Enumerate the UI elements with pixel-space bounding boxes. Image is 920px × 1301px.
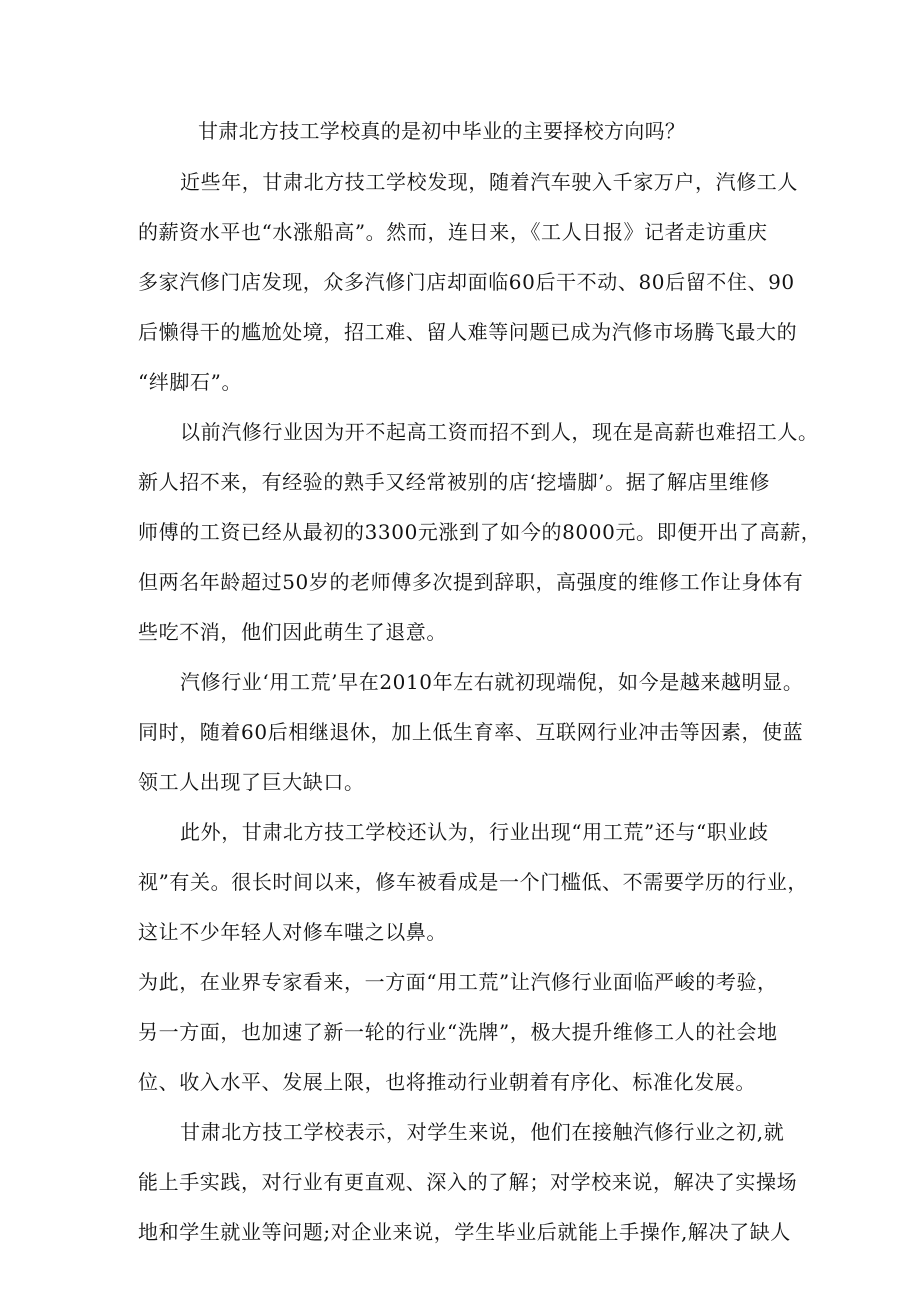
paragraph-line: 地和学生就业等问题;对企业来说，学生毕业后就能上手操作,解决了缺人 [138,1220,791,1244]
paragraph-line: 为此，在业界专家看来，一方面“用工荒”让汽修行业面临严峻的考验， [138,970,778,994]
paragraph-line: 些吃不消，他们因此萌生了退意。 [138,620,447,644]
paragraph-line: 领工人出现了巨大缺口。 [138,770,365,794]
paragraph-line: 多家汽修门店发现，众多汽修门店却面临60后干不动、80后留不住、90 [138,270,795,294]
paragraph-line: 同时，随着60后相继退休，加上低生育率、互联网行业冲击等因素，使蓝 [138,720,804,744]
paragraph-line: “绊脚石”。 [138,370,243,394]
paragraph-line: 新人招不来，有经验的熟手又经常被别的店‘挖墙脚’。据了解店里维修 [138,470,770,494]
paragraph-line: 汽修行业‘用工荒’早在2010年左右就初现端倪，如今是越来越明显。 [180,670,804,694]
paragraph-line: 甘肃北方技工学校表示，对学生来说，他们在接触汽修行业之初,就 [180,1120,785,1144]
paragraph-line: 另一方面，也加速了新一轮的行业“洗牌”，极大提升维修工人的社会地 [138,1020,778,1044]
paragraph-line: 此外，甘肃北方技工学校还认为，行业出现“用工荒”还与“职业歧 [180,820,769,844]
paragraph-line: 但两名年龄超过50岁的老师傅多次提到辞职，高强度的维修工作让身体有 [138,570,804,594]
paragraph-line: 后懒得干的尴尬处境，招工难、留人难等问题已成为汽修市场腾飞最大的 [138,320,798,344]
paragraph-line: 位、收入水平、发展上限，也将推动行业朝着有序化、标准化发展。 [138,1070,756,1094]
paragraph-line: 师傅的工资已经从最初的3300元涨到了如今的8000元。即便开出了高薪， [138,520,822,544]
paragraph-line: 视”有关。很长时间以来，修车被看成是一个门槛低、不需要学历的行业， [138,870,809,894]
paragraph-line: 近些年，甘肃北方技工学校发现，随着汽车驶入千家万户，汽修工人 [180,170,798,194]
paragraph-line: 以前汽修行业因为开不起高工资而招不到人，现在是高薪也难招工人。 [180,420,819,444]
paragraph-line: 能上手实践，对行业有更直观、深入的了解；对学校来说，解决了实操场 [138,1170,798,1194]
paragraph-line: 这让不少年轻人对修车嗤之以鼻。 [138,920,447,944]
paragraph-line: 的薪资水平也“水涨船高”。然而，连日来，《工人日报》记者走访重庆 [138,220,768,244]
document-title: 甘肃北方技工学校真的是初中毕业的主要择校方向吗？ [198,119,686,143]
